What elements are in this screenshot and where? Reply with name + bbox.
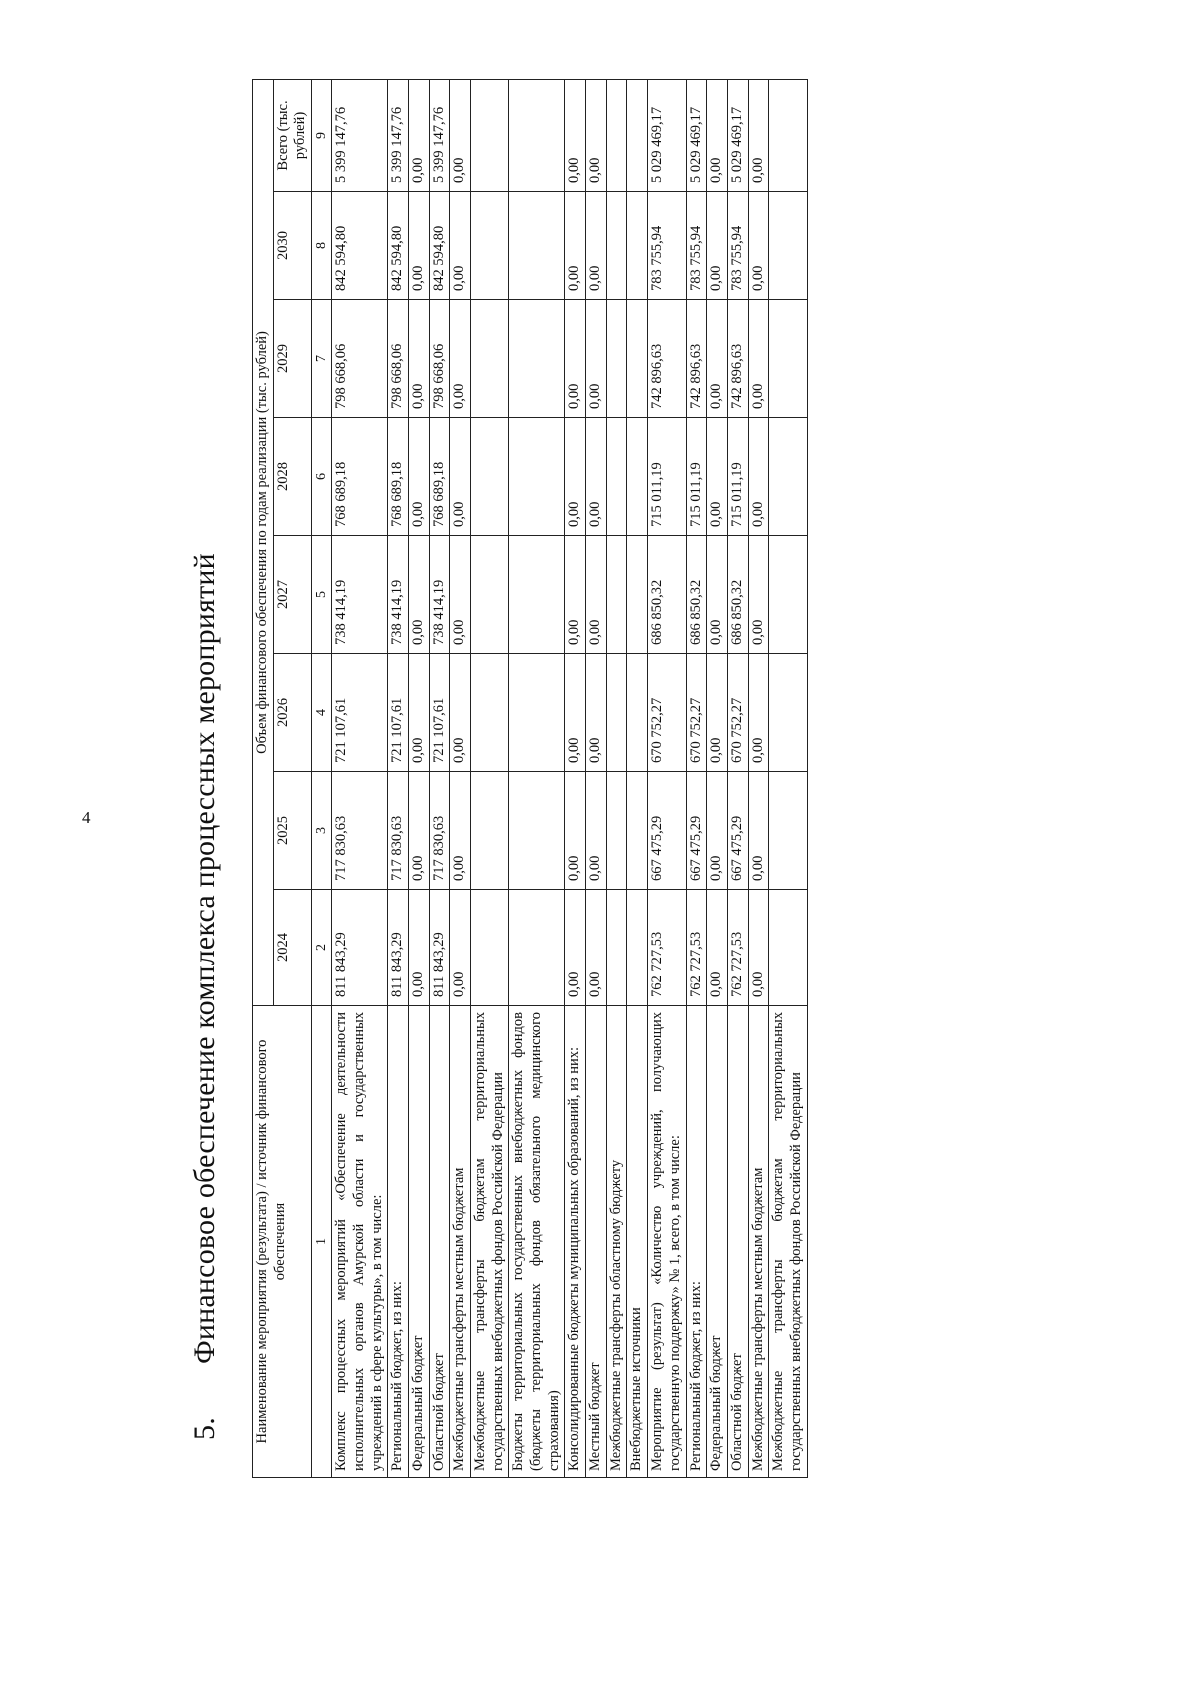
row-value-cell: 0,00 [586, 654, 607, 772]
row-value-cell [769, 418, 807, 536]
table-row [627, 79, 648, 1477]
header-year-2024: 2024 [273, 890, 311, 1006]
row-value-cell [627, 890, 648, 1006]
row-total-cell: 0,00 [450, 79, 471, 191]
row-value-cell [627, 772, 648, 890]
header-volume-group: Объем финансового обеспечения по годам реализации (тыс. рублей) [253, 79, 274, 1005]
row-value-cell [470, 192, 508, 300]
row-value-cell: 0,00 [565, 418, 586, 536]
row-value-cell: 842 594,80 [429, 192, 450, 300]
table-row [586, 79, 607, 1477]
row-value-cell [606, 772, 627, 890]
header-column-number: 4 [312, 654, 332, 772]
header-column-number: 6 [312, 418, 332, 536]
row-value-cell [769, 300, 807, 418]
row-value-cell: 762 727,53 [727, 890, 748, 1006]
row-label: Федеральный бюджет [707, 1006, 728, 1478]
header-column-number: 7 [312, 300, 332, 418]
row-label: Бюджеты территориальных государственных внебюджетных фондов (бюджеты территориальных фондов обязательного медицинского страхования) [509, 1006, 565, 1478]
row-total-cell: 0,00 [748, 79, 769, 191]
row-value-cell [606, 192, 627, 300]
row-value-cell [769, 772, 807, 890]
row-value-cell: 798 668,06 [332, 300, 388, 418]
header-year-2025: 2025 [273, 772, 311, 890]
row-value-cell: 0,00 [748, 300, 769, 418]
row-label: Межбюджетные трансферты местным бюджетам [748, 1006, 769, 1478]
row-value-cell: 715 011,19 [648, 418, 686, 536]
section-number: 5. [188, 1417, 221, 1440]
row-label: Региональный бюджет, из них: [686, 1006, 707, 1478]
row-value-cell: 0,00 [408, 654, 429, 772]
row-value-cell [627, 654, 648, 772]
header-column-number: 2 [312, 890, 332, 1006]
header-column-numbers-row [312, 79, 332, 1477]
row-label: Местный бюджет [586, 1006, 607, 1478]
row-value-cell [509, 890, 565, 1006]
row-total-cell: 0,00 [707, 79, 728, 191]
row-value-cell: 768 689,18 [332, 418, 388, 536]
row-value-cell: 738 414,19 [429, 536, 450, 654]
row-value-cell [470, 418, 508, 536]
header-year-2026: 2026 [273, 654, 311, 772]
row-total-cell: 5 399 147,76 [388, 79, 409, 191]
row-value-cell: 0,00 [586, 300, 607, 418]
table-row [565, 79, 586, 1477]
row-value-cell: 0,00 [586, 418, 607, 536]
row-value-cell [627, 418, 648, 536]
row-value-cell [627, 192, 648, 300]
table-body [332, 79, 808, 1477]
row-value-cell [627, 300, 648, 418]
row-value-cell [769, 192, 807, 300]
row-label: Межбюджетные трансферты бюджетам территориальных государственных внебюджетных фондов Российской Федерации [769, 1006, 807, 1478]
table-row [388, 79, 409, 1477]
row-value-cell [606, 654, 627, 772]
header-column-number: 9 [312, 79, 332, 191]
row-value-cell: 811 843,29 [429, 890, 450, 1006]
row-value-cell: 783 755,94 [648, 192, 686, 300]
row-value-cell: 0,00 [586, 890, 607, 1006]
table-row [509, 79, 565, 1477]
row-value-cell: 0,00 [586, 772, 607, 890]
row-value-cell: 0,00 [565, 536, 586, 654]
row-total-cell [627, 79, 648, 191]
row-value-cell [470, 300, 508, 418]
row-value-cell: 717 830,63 [388, 772, 409, 890]
row-value-cell: 0,00 [748, 536, 769, 654]
row-value-cell: 783 755,94 [727, 192, 748, 300]
row-value-cell [509, 300, 565, 418]
row-value-cell: 768 689,18 [388, 418, 409, 536]
row-total-cell: 5 399 147,76 [429, 79, 450, 191]
row-value-cell: 0,00 [450, 890, 471, 1006]
row-value-cell [627, 536, 648, 654]
table-header [253, 79, 332, 1477]
row-value-cell: 762 727,53 [686, 890, 707, 1006]
table-row [332, 79, 388, 1477]
row-value-cell: 0,00 [748, 192, 769, 300]
row-value-cell: 0,00 [565, 654, 586, 772]
row-value-cell: 0,00 [450, 654, 471, 772]
row-value-cell: 667 475,29 [648, 772, 686, 890]
row-value-cell: 667 475,29 [686, 772, 707, 890]
header-column-number: 3 [312, 772, 332, 890]
row-label: Региональный бюджет, из них: [388, 1006, 409, 1478]
row-value-cell: 686 850,32 [648, 536, 686, 654]
row-value-cell: 0,00 [450, 772, 471, 890]
row-label: Мероприятие (результат) «Количество учреждений, получающих государственную поддержку» № 1, всего, в том числе: [648, 1006, 686, 1478]
table-row [606, 79, 627, 1477]
row-value-cell [606, 300, 627, 418]
row-value-cell [509, 654, 565, 772]
table-row [450, 79, 471, 1477]
row-value-cell: 0,00 [565, 890, 586, 1006]
row-value-cell: 768 689,18 [429, 418, 450, 536]
row-value-cell: 742 896,63 [727, 300, 748, 418]
row-value-cell: 0,00 [707, 890, 728, 1006]
row-value-cell [509, 418, 565, 536]
row-value-cell [470, 654, 508, 772]
row-value-cell: 742 896,63 [648, 300, 686, 418]
table-row [769, 79, 807, 1477]
row-total-cell [606, 79, 627, 191]
row-value-cell: 0,00 [408, 536, 429, 654]
row-value-cell: 0,00 [450, 192, 471, 300]
row-value-cell [470, 890, 508, 1006]
row-total-cell [509, 79, 565, 191]
row-label: Межбюджетные трансферты бюджетам территориальных государственных внебюджетных фондов Российской Федерации [470, 1006, 508, 1478]
header-column-number: 8 [312, 192, 332, 300]
table-row [748, 79, 769, 1477]
row-value-cell [769, 890, 807, 1006]
row-total-cell: 5 029 469,17 [727, 79, 748, 191]
row-value-cell: 0,00 [586, 536, 607, 654]
row-value-cell: 0,00 [408, 772, 429, 890]
header-year-2029: 2029 [273, 300, 311, 418]
row-value-cell: 0,00 [565, 772, 586, 890]
row-value-cell: 721 107,61 [429, 654, 450, 772]
row-value-cell: 0,00 [748, 772, 769, 890]
row-total-cell: 5 399 147,76 [332, 79, 388, 191]
row-value-cell [509, 772, 565, 890]
table-row [408, 79, 429, 1477]
row-value-cell [509, 192, 565, 300]
row-value-cell [509, 536, 565, 654]
row-total-cell [769, 79, 807, 191]
financing-table [252, 79, 808, 1478]
table-row [727, 79, 748, 1477]
row-value-cell: 811 843,29 [332, 890, 388, 1006]
header-column-number: 1 [312, 1006, 332, 1478]
row-value-cell [769, 654, 807, 772]
row-value-cell: 0,00 [707, 654, 728, 772]
row-value-cell: 783 755,94 [686, 192, 707, 300]
row-value-cell: 0,00 [408, 300, 429, 418]
row-value-cell: 670 752,27 [686, 654, 707, 772]
row-total-cell: 5 029 469,17 [648, 79, 686, 191]
row-value-cell: 717 830,63 [332, 772, 388, 890]
header-year-2027: 2027 [273, 536, 311, 654]
row-value-cell: 0,00 [748, 418, 769, 536]
row-value-cell: 0,00 [565, 192, 586, 300]
row-value-cell: 715 011,19 [686, 418, 707, 536]
row-label: Консолидированные бюджеты муниципальных образований, из них: [565, 1006, 586, 1478]
row-value-cell [769, 536, 807, 654]
row-value-cell: 0,00 [450, 418, 471, 536]
row-label: Комплекс процессных мероприятий «Обеспечение деятельности исполнительных органов Амурской области и государственных учреждений в сфере культуры», в том числе: [332, 1006, 388, 1478]
header-total: Всего (тыс. рублей) [273, 79, 311, 191]
row-value-cell: 0,00 [707, 192, 728, 300]
table-row [686, 79, 707, 1477]
row-value-cell [470, 536, 508, 654]
table-row [429, 79, 450, 1477]
section-title: Финансовое обеспечение комплекса процессных мероприятий [188, 553, 221, 1364]
row-value-cell: 686 850,32 [686, 536, 707, 654]
row-value-cell: 738 414,19 [332, 536, 388, 654]
row-value-cell: 0,00 [707, 300, 728, 418]
row-value-cell: 0,00 [408, 890, 429, 1006]
row-value-cell [470, 772, 508, 890]
row-value-cell [606, 890, 627, 1006]
row-value-cell: 0,00 [748, 654, 769, 772]
row-total-cell: 0,00 [586, 79, 607, 191]
row-value-cell [606, 536, 627, 654]
row-value-cell: 0,00 [586, 192, 607, 300]
row-total-cell: 0,00 [565, 79, 586, 191]
row-value-cell: 670 752,27 [727, 654, 748, 772]
row-total-cell: 0,00 [408, 79, 429, 191]
table-row [470, 79, 508, 1477]
header-name-column: Наименование мероприятия (результата) / источник финансового обеспечения [253, 1006, 312, 1478]
row-value-cell: 717 830,63 [429, 772, 450, 890]
row-label: Межбюджетные трансферты областному бюджету [606, 1006, 627, 1478]
row-value-cell: 798 668,06 [388, 300, 409, 418]
header-year-2028: 2028 [273, 418, 311, 536]
row-value-cell: 811 843,29 [388, 890, 409, 1006]
table-row [707, 79, 728, 1477]
row-value-cell: 0,00 [748, 890, 769, 1006]
row-total-cell: 5 029 469,17 [686, 79, 707, 191]
row-value-cell: 0,00 [707, 536, 728, 654]
row-value-cell: 738 414,19 [388, 536, 409, 654]
table-row [648, 79, 686, 1477]
row-value-cell: 721 107,61 [332, 654, 388, 772]
row-value-cell [606, 418, 627, 536]
page-number: 4 [82, 808, 91, 827]
row-value-cell: 667 475,29 [727, 772, 748, 890]
row-value-cell: 0,00 [707, 772, 728, 890]
row-total-cell [470, 79, 508, 191]
row-value-cell: 0,00 [408, 418, 429, 536]
row-value-cell: 742 896,63 [686, 300, 707, 418]
row-value-cell: 0,00 [408, 192, 429, 300]
row-value-cell: 762 727,53 [648, 890, 686, 1006]
row-value-cell: 0,00 [450, 300, 471, 418]
row-label: Федеральный бюджет [408, 1006, 429, 1478]
row-value-cell: 842 594,80 [388, 192, 409, 300]
row-value-cell: 798 668,06 [429, 300, 450, 418]
section-heading [188, 553, 222, 1440]
row-value-cell: 721 107,61 [388, 654, 409, 772]
row-label: Межбюджетные трансферты местным бюджетам [450, 1006, 471, 1478]
row-label: Внебюджетные источники [627, 1006, 648, 1478]
row-label: Областной бюджет [429, 1006, 450, 1478]
header-column-number: 5 [312, 536, 332, 654]
row-value-cell: 715 011,19 [727, 418, 748, 536]
row-value-cell: 686 850,32 [727, 536, 748, 654]
row-value-cell: 0,00 [707, 418, 728, 536]
row-label: Областной бюджет [727, 1006, 748, 1478]
header-year-2030: 2030 [273, 192, 311, 300]
row-value-cell: 670 752,27 [648, 654, 686, 772]
row-value-cell: 0,00 [565, 300, 586, 418]
row-value-cell: 0,00 [450, 536, 471, 654]
row-value-cell: 842 594,80 [332, 192, 388, 300]
